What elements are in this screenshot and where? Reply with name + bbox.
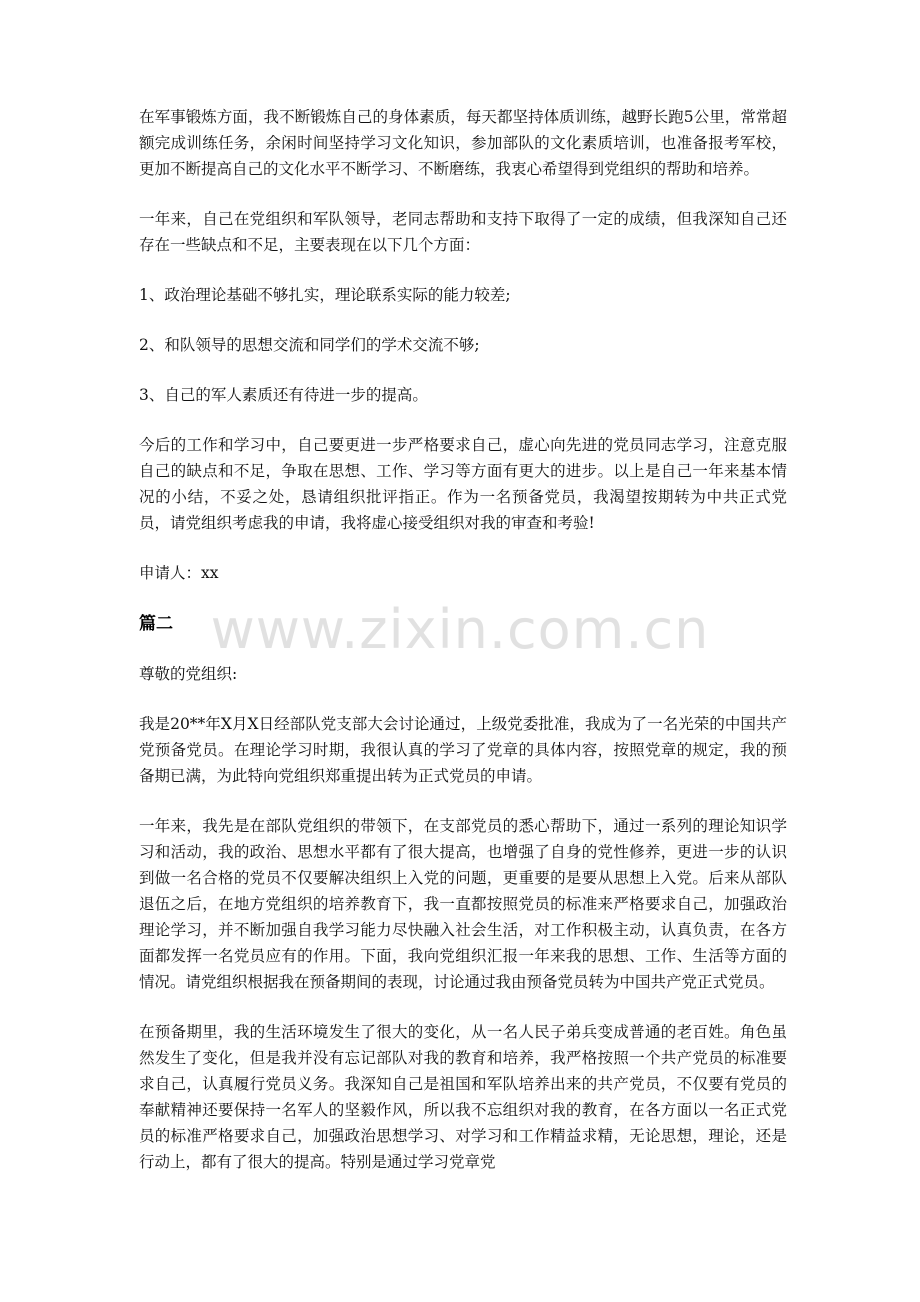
list-item-shortcoming-3: 3、自己的军人素质还有待进一步的提高。: [139, 386, 428, 404]
paragraph-year-review: 一年来，我先是在部队党组织的带领下，在支部党员的悉心帮助下，通过一系列的理论知识学习和活动，我的政治、思想水平都有了很大提高，也增强了自身的党性修养，更进一步的认识到做一名合格的党员不仅要解决组织上入党的问题，更重要的是要从思想上入党。后来从部队退伍之后，在地方党组织的培养教育下，我一直都按照党员的标准来严格要求自己，加强政治理论学习，并不断加强自我学习能力尽快融入社会生活，对工作积极主动，认真负责，在各方面都发挥一名党员应有的作用。下面，我向党组织汇报一年来我的思想、工作、生活等方面的情况。请党组织根据我在预备期间的表现，讨论通过我由预备党员转为中国共产党正式党员。: [139, 817, 787, 991]
document-page: [139, 104, 787, 1199]
paragraph-probation-period: 在预备期里，我的生活环境发生了很大的变化，从一名人民子弟兵变成普通的老百姓。角色虽然发生了变化，但是我并没有忘记部队对我的教育和培养，我严格按照一个共产党员的标准要求自己，认真履行党员义务。我深知自己是祖国和军队培养出来的共产党员，不仅要有党员的奉献精神还要保持一名军人的坚毅作风，所以我不忘组织对我的教育，在各方面以一名正式党员的标准严格要求自己，加强政治思想学习、对学习和工作精益求精，无论思想，理论，还是行动上，都有了很大的提高。特别是通过学习党章党: [139, 1023, 787, 1171]
list-item-shortcoming-1: 1、政治理论基础不够扎实，理论联系实际的能力较差;: [139, 286, 511, 304]
watermark: www.zixin.com.cn: [210, 598, 710, 661]
applicant-signature: 申请人：xx: [139, 564, 219, 582]
paragraph-future-plan: 今后的工作和学习中，自己要更进一步严格要求自己，虚心向先进的党员同志学习，注意克服自己的缺点和不足，争取在思想、工作、学习等方面有更大的进步。以上是自己一年来基本情况的小结，不妥之处，恳请组织批评指正。作为一名预备党员，我渴望按期转为中共正式党员，请党组织考虑我的申请，我将虚心接受组织对我的审查和考验!: [139, 436, 787, 532]
paragraph-application-intro: 我是20**年X月X日经部队党支部大会讨论通过，上级党委批准，我成为了一名光荣的中国共产党预备党员。在理论学习时期，我很认真的学习了党章的具体内容，按照党章的规定，我的预备期已满，为此特向党组织郑重提出转为正式党员的申请。: [139, 715, 787, 785]
paragraph-shortcomings-intro: 一年来，自己在党组织和军队领导，老同志帮助和支持下取得了一定的成绩，但我深知自己还存在一些缺点和不足，主要表现在以下几个方面：: [139, 210, 787, 254]
list-item-shortcoming-2: 2、和队领导的思想交流和同学们的学术交流不够;: [139, 336, 480, 354]
salutation: 尊敬的党组织:: [139, 665, 238, 683]
paragraph-military-training: 在军事锻炼方面，我不断锻炼自己的身体素质，每天都坚持体质训练，越野长跑5公里，常常超额完成训练任务，余闲时间坚持学习文化知识，参加部队的文化素质培训，也准备报考军校，更加不断提高自己的文化水平不断学习、不断磨练，我衷心希望得到党组织的帮助和培养。: [139, 108, 787, 178]
section-heading: 篇二: [139, 614, 173, 634]
